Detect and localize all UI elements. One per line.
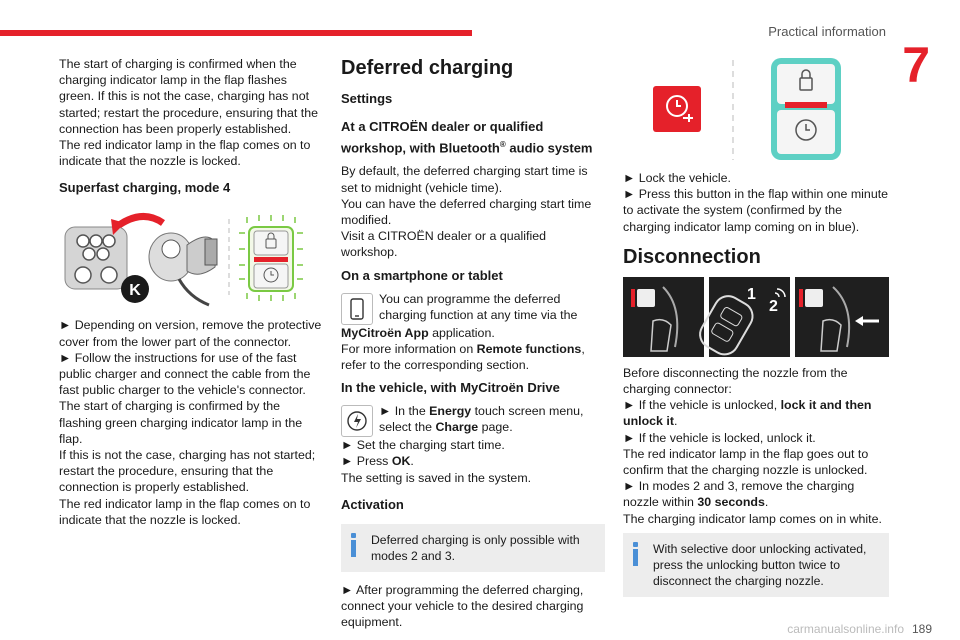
paragraph: Before disconnecting the nozzle from the charging connector: <box>623 365 848 397</box>
paragraph: MyCitroën App application. <box>341 325 495 340</box>
heading-smartphone: On a smartphone or tablet <box>341 267 503 283</box>
paragraph: The red indicator lamp in the flap comes on to indicate that the nozzle is locked. <box>59 138 311 169</box>
paragraph: The setting is saved in the system. <box>341 470 532 485</box>
step: ► In the Energy touch screen menu, select the Charge page. <box>379 404 584 435</box>
heading-superfast-charging: Superfast charging, mode 4 <box>59 180 231 196</box>
paragraph: For more information on Remote functions, refer to the corresponding section. <box>341 341 585 372</box>
step: ► If the vehicle is locked, unlock it. <box>623 430 816 445</box>
figure-number-2: 2 <box>769 297 778 315</box>
paragraph: The start of charging is confirmed when the charging indicator lamp in the flap flashes green. If this is not the case, charging has not started; restart the procedure, ensuring that the connection has been properly established. <box>59 57 318 136</box>
info-note: Deferred charging is only possible with modes 2 and 3. <box>341 524 605 572</box>
step: ► If the vehicle is unlocked, lock it and then unlock it. <box>623 398 872 429</box>
paragraph: The charging indicator lamp comes on in white. <box>623 511 882 526</box>
heading-deferred-charging: Deferred charging <box>341 57 514 79</box>
heading-settings: Settings <box>341 91 393 106</box>
deferred-charging-icon <box>341 405 373 437</box>
paragraph: Visit a CITROËN dealer or a qualified workshop. <box>341 229 546 260</box>
info-note: With selective door unlocking activated, press the unlocking button twice to disconnect the charging nozzle. <box>623 533 889 597</box>
paragraph: If this is not the case, charging has not started; restart the procedure, ensuring that the connection is properly established. <box>59 448 316 495</box>
superfast-connector-illustration <box>59 209 325 309</box>
smartphone-icon <box>341 293 373 325</box>
heading-activation: Activation <box>341 496 404 512</box>
step: ► Press this button in the flap within one minute to activate the system (confirmed by the charging indicator lamp coming on in blue). <box>623 187 889 234</box>
step: ► Follow the instructions for use of the fast public charger and connect the cable from the fast public charger to the vehicle's connector. <box>59 350 311 398</box>
heading-disconnection: Disconnection <box>623 245 761 268</box>
paragraph: You can have the deferred charging start time modified. <box>341 196 592 227</box>
page-number: 189 <box>911 622 932 636</box>
watermark: carmanualsonline.info <box>787 622 904 636</box>
column-1 <box>59 56 325 528</box>
chapter-number: 7 <box>902 37 930 93</box>
deferred-icon-row <box>341 403 605 437</box>
figure-number-1: 1 <box>747 285 756 303</box>
step: ► Set the charging start time. <box>341 438 505 453</box>
heading-dealer: At a CITROËN dealer or qualified workshop, with Bluetooth® audio system <box>341 119 593 156</box>
info-icon <box>351 533 356 557</box>
paragraph: By default, the deferred charging start time is set to midnight (vehicle time). <box>341 164 588 195</box>
flap-button-illustration <box>623 56 889 164</box>
connector-illustration-svg <box>59 209 325 309</box>
step: ► In modes 2 and 3, remove the charging nozzle within 30 seconds. <box>623 479 855 510</box>
section-title: Practical information <box>768 24 886 39</box>
header-accent-bar <box>0 30 472 36</box>
step: ► After programming the deferred charging, connect your vehicle to the desired charging equipment. <box>341 582 584 630</box>
column-3 <box>623 56 889 597</box>
figure-label-k: K <box>129 282 141 300</box>
paragraph: The start of charging is confirmed by the flashing green charging indicator lamp in the flap. <box>59 399 303 446</box>
paragraph: You can programme the deferred charging function at any time via the <box>379 291 578 322</box>
disconnection-illustration <box>623 277 889 357</box>
smartphone-row <box>341 291 605 325</box>
info-icon <box>633 542 638 566</box>
step: ► Lock the vehicle. <box>623 171 732 185</box>
step: ► Press OK. <box>341 454 414 469</box>
step: ► Depending on version, remove the protective cover from the lower part of the connector. <box>59 318 322 349</box>
deferred-button-icon <box>653 86 701 132</box>
column-2 <box>341 56 605 630</box>
paragraph: The red indicator lamp in the flap comes on to indicate that the nozzle is locked. <box>59 496 311 527</box>
heading-mycitroen-drive: In the vehicle, with MyCitroën Drive <box>341 380 560 396</box>
paragraph: The red indicator lamp in the flap goes out to confirm that the charging nozzle is unlocked. <box>623 446 869 478</box>
